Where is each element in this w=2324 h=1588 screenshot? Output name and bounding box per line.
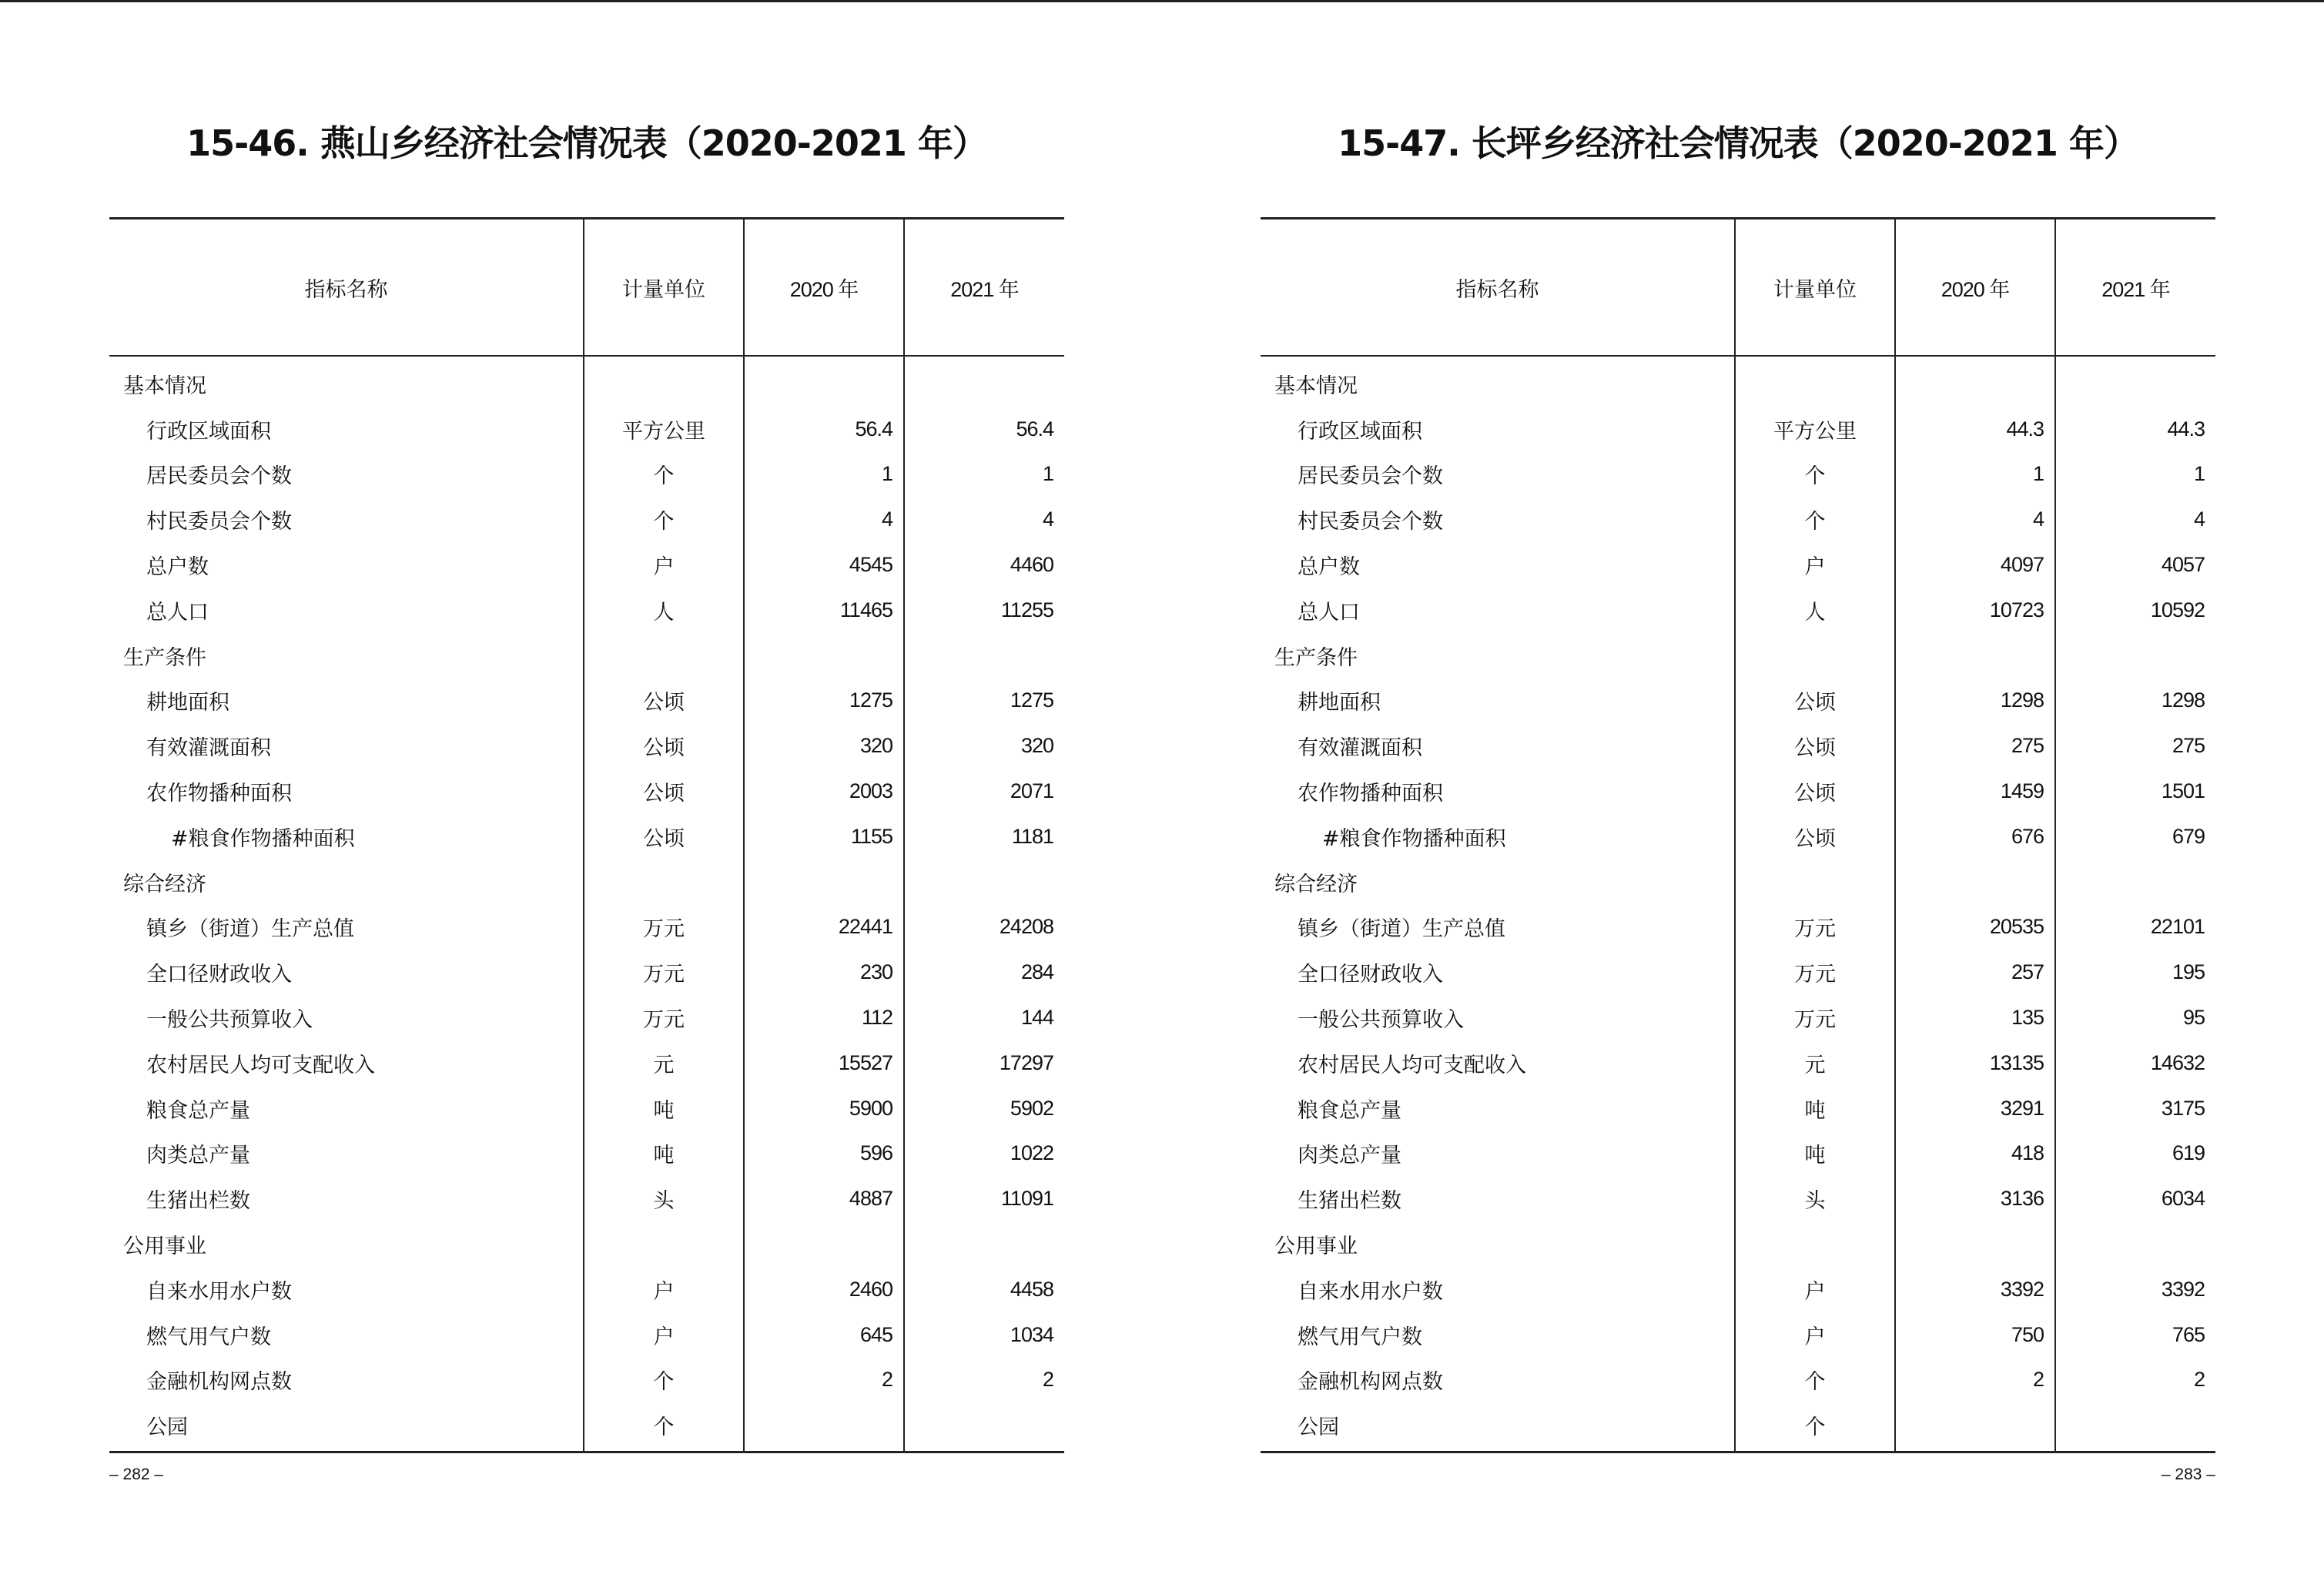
value-2020-cell: 10723 [1895, 588, 2055, 633]
stats-table [1261, 217, 2215, 1453]
value-2020-cell: 750 [1895, 1312, 2055, 1358]
indicator-name-cell: 综合经济 [123, 872, 206, 896]
table-row [109, 678, 1064, 724]
value-2020-cell: 4 [1895, 497, 2055, 542]
unit-cell: 个 [1735, 1358, 1895, 1403]
value-2021-cell: 275 [2055, 723, 2215, 769]
value-2021-cell: 5902 [904, 1086, 1064, 1131]
indicator-name-cell: 农村居民人均可支配收入 [146, 1053, 375, 1077]
value-2020-cell: 22441 [744, 905, 904, 950]
value-2021-cell: 765 [2055, 1312, 2215, 1358]
table-section-row [1261, 356, 2215, 407]
unit-cell: 吨 [584, 1131, 744, 1177]
table-section-row [1261, 1221, 2215, 1267]
unit-cell [584, 356, 744, 407]
indicator-name-cell: 全口径财政收入 [1298, 963, 1443, 987]
value-2020-cell: 1155 [744, 814, 904, 859]
indicator-name-cell: 镇乡（街道）生产总值 [1298, 917, 1505, 942]
indicator-name-cell: 居民委员会个数 [1298, 464, 1443, 489]
unit-cell: 头 [584, 1176, 744, 1221]
stats-table [109, 217, 1064, 1453]
table-section-row [1261, 859, 2215, 905]
table-section-row [109, 633, 1064, 678]
left-page [109, 0, 1064, 1588]
value-2020-cell: 1275 [744, 678, 904, 724]
table-row [109, 588, 1064, 633]
unit-cell: 个 [584, 452, 744, 498]
indicator-name-cell: 生产条件 [123, 645, 206, 670]
value-2021-cell: 56.4 [904, 407, 1064, 452]
value-2021-cell [904, 859, 1064, 905]
indicator-name-cell: 公园 [1298, 1415, 1339, 1440]
value-2020-cell [1895, 1221, 2055, 1267]
table-row [1261, 1040, 2215, 1086]
table-row [1261, 950, 2215, 995]
value-2021-cell: 2 [2055, 1358, 2215, 1403]
indicator-name-cell: 耕地面积 [146, 691, 229, 715]
value-2020-cell: 645 [744, 1312, 904, 1358]
indicator-name-cell: 自来水用水户数 [1298, 1279, 1443, 1304]
value-2020-cell [1895, 633, 2055, 678]
indicator-name-cell: 农作物播种面积 [146, 782, 292, 806]
indicator-name-cell: 燃气用气户数 [1298, 1325, 1422, 1349]
value-2020-cell: 44.3 [1895, 407, 2055, 452]
table-row [1261, 452, 2215, 498]
unit-cell: 户 [1735, 542, 1895, 588]
indicator-name-cell: 生猪出栏数 [1298, 1189, 1401, 1214]
value-2020-cell [1895, 1402, 2055, 1452]
value-2020-cell: 13135 [1895, 1040, 2055, 1086]
value-2021-cell: 1022 [904, 1131, 1064, 1177]
indicator-name-cell: 行政区域面积 [146, 419, 271, 444]
value-2021-cell: 2 [904, 1358, 1064, 1403]
value-2021-cell: 1501 [2055, 769, 2215, 814]
value-2020-cell: 320 [744, 723, 904, 769]
unit-cell: 个 [1735, 497, 1895, 542]
indicator-name-cell: 一般公共预算收入 [1298, 1008, 1464, 1033]
value-2020-cell: 418 [1895, 1131, 2055, 1177]
header-unit: 计量单位 [584, 219, 744, 357]
table-row [1261, 1086, 2215, 1131]
value-2021-cell: 14632 [2055, 1040, 2215, 1086]
value-2021-cell: 4057 [2055, 542, 2215, 588]
value-2020-cell: 3392 [1895, 1267, 2055, 1312]
unit-cell: 公顷 [584, 769, 744, 814]
unit-cell: 个 [1735, 1402, 1895, 1452]
value-2021-cell [2055, 356, 2215, 407]
value-2020-cell [1895, 356, 2055, 407]
value-2021-cell: 24208 [904, 905, 1064, 950]
table-row [1261, 1131, 2215, 1177]
unit-cell: 公顷 [584, 814, 744, 859]
value-2020-cell: 1 [1895, 452, 2055, 498]
value-2020-cell: 3136 [1895, 1176, 2055, 1221]
value-2020-cell [744, 1221, 904, 1267]
unit-cell: 万元 [584, 950, 744, 995]
value-2020-cell: 4887 [744, 1176, 904, 1221]
header-unit: 计量单位 [1735, 219, 1895, 357]
value-2021-cell: 195 [2055, 950, 2215, 995]
value-2021-cell: 320 [904, 723, 1064, 769]
unit-cell: 头 [1735, 1176, 1895, 1221]
value-2021-cell [904, 1402, 1064, 1452]
indicator-name-cell: 公园 [146, 1415, 188, 1440]
indicator-name-cell: 综合经济 [1274, 872, 1358, 896]
table-row [109, 814, 1064, 859]
table-row [109, 1402, 1064, 1452]
unit-cell: 公顷 [1735, 678, 1895, 724]
table-row [109, 1312, 1064, 1358]
value-2020-cell [744, 1402, 904, 1452]
value-2021-cell: 2071 [904, 769, 1064, 814]
value-2021-cell: 1181 [904, 814, 1064, 859]
indicator-name-cell: 基本情况 [1274, 374, 1358, 398]
indicator-name-cell: 一般公共预算收入 [146, 1008, 313, 1033]
value-2020-cell: 2003 [744, 769, 904, 814]
indicator-name-cell: 耕地面积 [1298, 691, 1381, 715]
value-2020-cell: 257 [1895, 950, 2055, 995]
value-2020-cell [744, 356, 904, 407]
value-2020-cell: 11465 [744, 588, 904, 633]
unit-cell: 万元 [1735, 995, 1895, 1040]
table-row [109, 1176, 1064, 1221]
table-row [1261, 1312, 2215, 1358]
unit-cell: 平方公里 [584, 407, 744, 452]
table-section-row [109, 1221, 1064, 1267]
table-row [109, 1267, 1064, 1312]
table-row [109, 1358, 1064, 1403]
unit-cell: 个 [584, 497, 744, 542]
table-row [109, 542, 1064, 588]
value-2020-cell: 1 [744, 452, 904, 498]
unit-cell: 个 [1735, 452, 1895, 498]
value-2020-cell: 4 [744, 497, 904, 542]
unit-cell: 平方公里 [1735, 407, 1895, 452]
value-2021-cell: 1275 [904, 678, 1064, 724]
table-row [109, 497, 1064, 542]
unit-cell: 元 [1735, 1040, 1895, 1086]
indicator-name-cell: 镇乡（街道）生产总值 [146, 917, 354, 942]
unit-cell: 户 [584, 542, 744, 588]
page-title: 15-46. 燕山乡经济社会情况表（2020-2021 年） [186, 122, 987, 164]
indicator-name-cell: 总人口 [146, 600, 209, 625]
table-row [109, 407, 1064, 452]
indicator-name-cell: 生产条件 [1274, 645, 1358, 670]
indicator-name-cell: 肉类总产量 [1298, 1144, 1401, 1168]
indicator-name-cell: 公用事业 [123, 1235, 206, 1259]
indicator-name-cell: 有效灌溉面积 [146, 736, 271, 761]
value-2020-cell: 596 [744, 1131, 904, 1177]
value-2021-cell: 619 [2055, 1131, 2215, 1177]
value-2020-cell [1895, 859, 2055, 905]
table-row [109, 452, 1064, 498]
unit-cell: 户 [1735, 1267, 1895, 1312]
value-2020-cell: 4097 [1895, 542, 2055, 588]
value-2021-cell: 17297 [904, 1040, 1064, 1086]
unit-cell: 万元 [584, 905, 744, 950]
value-2021-cell: 284 [904, 950, 1064, 995]
value-2021-cell: 44.3 [2055, 407, 2215, 452]
indicator-name-cell: 有效灌溉面积 [1298, 736, 1422, 761]
table-row [109, 995, 1064, 1040]
value-2021-cell: 1034 [904, 1312, 1064, 1358]
unit-cell: 公顷 [1735, 814, 1895, 859]
indicator-name-cell: 公用事业 [1274, 1235, 1358, 1259]
unit-cell: 个 [584, 1358, 744, 1403]
indicator-name-cell: 肉类总产量 [146, 1144, 250, 1168]
table-row [1261, 678, 2215, 724]
indicator-name-cell: 基本情况 [123, 374, 206, 398]
page-number: – 282 – [109, 1466, 164, 1483]
table-row [109, 1040, 1064, 1086]
table-row [1261, 814, 2215, 859]
header-indicator-name: 指标名称 [109, 219, 584, 357]
value-2020-cell: 20535 [1895, 905, 2055, 950]
table-header-row [1261, 219, 2215, 357]
unit-cell [584, 859, 744, 905]
value-2021-cell: 4458 [904, 1267, 1064, 1312]
table-section-row [109, 859, 1064, 905]
indicator-name-cell: 燃气用气户数 [146, 1325, 271, 1349]
value-2021-cell: 144 [904, 995, 1064, 1040]
value-2020-cell: 676 [1895, 814, 2055, 859]
value-2020-cell: 2460 [744, 1267, 904, 1312]
indicator-name-cell: 居民委员会个数 [146, 464, 292, 489]
value-2021-cell: 22101 [2055, 905, 2215, 950]
value-2021-cell: 11255 [904, 588, 1064, 633]
value-2020-cell: 2 [744, 1358, 904, 1403]
table-row [1261, 995, 2215, 1040]
unit-cell [1735, 356, 1895, 407]
value-2021-cell: 679 [2055, 814, 2215, 859]
value-2020-cell: 135 [1895, 995, 2055, 1040]
unit-cell: 吨 [1735, 1131, 1895, 1177]
table-row [1261, 1267, 2215, 1312]
indicator-name-cell: 金融机构网点数 [146, 1370, 292, 1395]
value-2020-cell: 112 [744, 995, 904, 1040]
value-2021-cell [2055, 859, 2215, 905]
value-2021-cell: 3175 [2055, 1086, 2215, 1131]
table-row [109, 769, 1064, 814]
value-2021-cell: 1 [904, 452, 1064, 498]
indicator-name-cell: 总户数 [1298, 555, 1360, 580]
table-row [109, 1131, 1064, 1177]
unit-cell: 吨 [584, 1086, 744, 1131]
table-header-row [109, 219, 1064, 357]
indicator-name-cell: #粮食作物播种面积 [171, 826, 355, 851]
unit-cell: 元 [584, 1040, 744, 1086]
value-2021-cell [2055, 1221, 2215, 1267]
unit-cell [1735, 633, 1895, 678]
indicator-name-cell: 金融机构网点数 [1298, 1370, 1443, 1395]
indicator-name-cell: 农村居民人均可支配收入 [1298, 1053, 1526, 1077]
unit-cell: 户 [584, 1267, 744, 1312]
indicator-name-cell: 行政区域面积 [1298, 419, 1422, 444]
table-row [1261, 905, 2215, 950]
unit-cell: 户 [1735, 1312, 1895, 1358]
value-2020-cell: 15527 [744, 1040, 904, 1086]
indicator-name-cell: 总户数 [146, 555, 209, 580]
value-2021-cell [2055, 1402, 2215, 1452]
value-2021-cell: 3392 [2055, 1267, 2215, 1312]
indicator-name-cell: 全口径财政收入 [146, 963, 292, 987]
table-row [109, 905, 1064, 950]
right-page [1261, 0, 2215, 1588]
unit-cell [584, 1221, 744, 1267]
indicator-name-cell: 粮食总产量 [146, 1098, 250, 1123]
indicator-name-cell: 粮食总产量 [1298, 1098, 1401, 1123]
page-number: – 283 – [2161, 1466, 2215, 1483]
value-2020-cell: 1459 [1895, 769, 2055, 814]
unit-cell: 人 [584, 588, 744, 633]
indicator-name-cell: 村民委员会个数 [146, 510, 292, 534]
value-2020-cell: 275 [1895, 723, 2055, 769]
unit-cell: 万元 [584, 995, 744, 1040]
value-2020-cell: 2 [1895, 1358, 2055, 1403]
value-2021-cell: 6034 [2055, 1176, 2215, 1221]
value-2020-cell: 4545 [744, 542, 904, 588]
indicator-name-cell: 农作物播种面积 [1298, 782, 1443, 806]
unit-cell: 人 [1735, 588, 1895, 633]
indicator-name-cell: 生猪出栏数 [146, 1189, 250, 1214]
table-section-row [109, 356, 1064, 407]
unit-cell: 公顷 [584, 723, 744, 769]
table-row [1261, 723, 2215, 769]
indicator-name-cell: 总人口 [1298, 600, 1360, 625]
table-row [109, 1086, 1064, 1131]
table-row [1261, 769, 2215, 814]
table-body [109, 356, 1064, 1452]
unit-cell: 吨 [1735, 1086, 1895, 1131]
value-2021-cell: 4460 [904, 542, 1064, 588]
value-2021-cell [904, 356, 1064, 407]
value-2021-cell: 4 [904, 497, 1064, 542]
value-2020-cell [744, 633, 904, 678]
table-body [1261, 356, 2215, 1452]
value-2020-cell: 5900 [744, 1086, 904, 1131]
table-row [1261, 588, 2215, 633]
value-2020-cell: 56.4 [744, 407, 904, 452]
unit-cell: 个 [584, 1402, 744, 1452]
header-year-2020: 2020 年 [1895, 219, 2055, 357]
unit-cell: 万元 [1735, 950, 1895, 995]
value-2021-cell: 11091 [904, 1176, 1064, 1221]
unit-cell [1735, 859, 1895, 905]
table-row [1261, 407, 2215, 452]
value-2021-cell [2055, 633, 2215, 678]
value-2021-cell: 1 [2055, 452, 2215, 498]
value-2020-cell: 3291 [1895, 1086, 2055, 1131]
table-row [109, 950, 1064, 995]
value-2021-cell: 1298 [2055, 678, 2215, 724]
table-row [109, 723, 1064, 769]
unit-cell: 公顷 [1735, 723, 1895, 769]
value-2020-cell: 1298 [1895, 678, 2055, 724]
value-2021-cell: 4 [2055, 497, 2215, 542]
value-2021-cell [904, 1221, 1064, 1267]
indicator-name-cell: 村民委员会个数 [1298, 510, 1443, 534]
table-row [1261, 1402, 2215, 1452]
page-title: 15-47. 长坪乡经济社会情况表（2020-2021 年） [1338, 122, 2138, 164]
value-2021-cell: 10592 [2055, 588, 2215, 633]
unit-cell [584, 633, 744, 678]
value-2020-cell [744, 859, 904, 905]
header-year-2021: 2021 年 [904, 219, 1064, 357]
value-2021-cell: 95 [2055, 995, 2215, 1040]
header-year-2021: 2021 年 [2055, 219, 2215, 357]
indicator-name-cell: 自来水用水户数 [146, 1279, 292, 1304]
unit-cell: 万元 [1735, 905, 1895, 950]
header-indicator-name: 指标名称 [1261, 219, 1735, 357]
table-row [1261, 1176, 2215, 1221]
value-2020-cell: 230 [744, 950, 904, 995]
indicator-name-cell: #粮食作物播种面积 [1322, 826, 1506, 851]
header-year-2020: 2020 年 [744, 219, 904, 357]
value-2021-cell [904, 633, 1064, 678]
unit-cell: 公顷 [584, 678, 744, 724]
table-section-row [1261, 633, 2215, 678]
table-row [1261, 542, 2215, 588]
unit-cell: 户 [584, 1312, 744, 1358]
table-row [1261, 1358, 2215, 1403]
unit-cell: 公顷 [1735, 769, 1895, 814]
unit-cell [1735, 1221, 1895, 1267]
table-row [1261, 497, 2215, 542]
